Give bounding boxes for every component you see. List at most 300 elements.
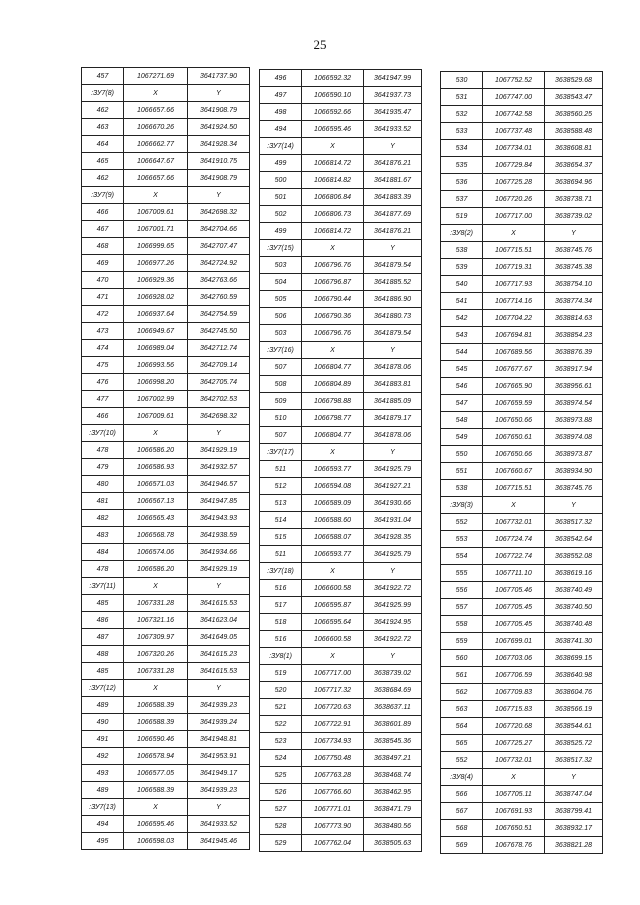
x-coordinate-cell: 1067773.90 bbox=[302, 818, 364, 835]
y-coordinate-cell: 3641935.47 bbox=[364, 104, 422, 121]
x-coordinate-cell: 1067747.00 bbox=[483, 89, 545, 106]
point-number-cell: 517 bbox=[260, 597, 302, 614]
point-number-cell: 495 bbox=[82, 833, 124, 850]
point-number-cell: 526 bbox=[260, 784, 302, 801]
table-row bbox=[82, 833, 250, 850]
table-row bbox=[82, 340, 250, 357]
x-coordinate-cell: 1066790.36 bbox=[302, 308, 364, 325]
y-coordinate-cell: 3638608.81 bbox=[545, 140, 603, 157]
table-row bbox=[441, 820, 603, 837]
x-coordinate-cell: 1067309.97 bbox=[124, 629, 188, 646]
parcel-id-cell: :ЗУ7(13) bbox=[82, 799, 124, 816]
point-number-cell: 523 bbox=[260, 733, 302, 750]
y-coordinate-cell: 3641949.17 bbox=[188, 765, 250, 782]
x-coordinate-cell: 1067752.52 bbox=[483, 72, 545, 89]
y-coordinate-cell: 3641908.79 bbox=[188, 170, 250, 187]
y-header-cell: Y bbox=[364, 138, 422, 155]
y-coordinate-cell: 3641953.91 bbox=[188, 748, 250, 765]
x-coordinate-cell: 1066595.46 bbox=[124, 816, 188, 833]
section-header-row bbox=[82, 187, 250, 204]
x-coordinate-cell: 1067734.93 bbox=[302, 733, 364, 750]
point-number-cell: 539 bbox=[441, 259, 483, 276]
table-row bbox=[82, 527, 250, 544]
table-row bbox=[441, 89, 603, 106]
y-coordinate-cell: 3638973.88 bbox=[545, 412, 603, 429]
x-coordinate-cell: 1066586.20 bbox=[124, 442, 188, 459]
point-number-cell: 543 bbox=[441, 327, 483, 344]
x-coordinate-cell: 1067271.69 bbox=[124, 68, 188, 85]
table-row bbox=[260, 767, 422, 784]
x-coordinate-cell: 1067719.31 bbox=[483, 259, 545, 276]
x-coordinate-cell: 1066989.04 bbox=[124, 340, 188, 357]
table-row bbox=[441, 157, 603, 174]
y-coordinate-cell: 3641947.99 bbox=[364, 70, 422, 87]
x-coordinate-cell: 1067725.28 bbox=[483, 174, 545, 191]
point-number-cell: 493 bbox=[82, 765, 124, 782]
y-coordinate-cell: 3638468.74 bbox=[364, 767, 422, 784]
x-coordinate-cell: 1066949.67 bbox=[124, 323, 188, 340]
table-row bbox=[441, 259, 603, 276]
y-coordinate-cell: 3641929.19 bbox=[188, 442, 250, 459]
x-coordinate-cell: 1067724.74 bbox=[483, 531, 545, 548]
y-coordinate-cell: 3638854.23 bbox=[545, 327, 603, 344]
y-coordinate-cell: 3641939.23 bbox=[188, 782, 250, 799]
table-row bbox=[260, 495, 422, 512]
x-coordinate-cell: 1066814.72 bbox=[302, 155, 364, 172]
y-coordinate-cell: 3642704.66 bbox=[188, 221, 250, 238]
point-number-cell: 471 bbox=[82, 289, 124, 306]
point-number-cell: 555 bbox=[441, 565, 483, 582]
y-coordinate-cell: 3641879.54 bbox=[364, 325, 422, 342]
table-row bbox=[260, 665, 422, 682]
point-number-cell: 510 bbox=[260, 410, 302, 427]
x-coordinate-cell: 1067732.01 bbox=[483, 752, 545, 769]
table-row bbox=[260, 818, 422, 835]
x-header-cell: X bbox=[124, 799, 188, 816]
y-coordinate-cell: 3638974.54 bbox=[545, 395, 603, 412]
section-header-row bbox=[260, 648, 422, 665]
x-header-cell: X bbox=[483, 497, 545, 514]
point-number-cell: 519 bbox=[441, 208, 483, 225]
point-number-cell: 506 bbox=[260, 308, 302, 325]
table-row bbox=[260, 699, 422, 716]
x-coordinate-cell: 1067009.61 bbox=[124, 408, 188, 425]
x-header-cell: X bbox=[483, 769, 545, 786]
point-number-cell: 540 bbox=[441, 276, 483, 293]
y-coordinate-cell: 3638529.68 bbox=[545, 72, 603, 89]
point-number-cell: 491 bbox=[82, 731, 124, 748]
parcel-id-cell: :ЗУ7(8) bbox=[82, 85, 124, 102]
table-row bbox=[260, 121, 422, 138]
point-number-cell: 513 bbox=[260, 495, 302, 512]
x-coordinate-cell: 1066798.88 bbox=[302, 393, 364, 410]
x-coordinate-cell: 1067650.61 bbox=[483, 429, 545, 446]
y-header-cell: Y bbox=[545, 769, 603, 786]
table-row bbox=[441, 480, 603, 497]
point-number-cell: 537 bbox=[441, 191, 483, 208]
point-number-cell: 486 bbox=[82, 612, 124, 629]
y-coordinate-cell: 3641922.72 bbox=[364, 580, 422, 597]
x-header-cell: X bbox=[302, 563, 364, 580]
x-coordinate-cell: 1066937.64 bbox=[124, 306, 188, 323]
x-coordinate-cell: 1066796.76 bbox=[302, 325, 364, 342]
y-coordinate-cell: 3638917.94 bbox=[545, 361, 603, 378]
x-coordinate-cell: 1067660.67 bbox=[483, 463, 545, 480]
y-coordinate-cell: 3642702.53 bbox=[188, 391, 250, 408]
parcel-id-cell: :ЗУ8(3) bbox=[441, 497, 483, 514]
x-coordinate-cell: 1067650.66 bbox=[483, 412, 545, 429]
point-number-cell: 496 bbox=[260, 70, 302, 87]
table-row bbox=[82, 408, 250, 425]
y-coordinate-cell: 3641877.69 bbox=[364, 206, 422, 223]
y-header-cell: Y bbox=[364, 240, 422, 257]
table-row bbox=[82, 221, 250, 238]
x-coordinate-cell: 1067742.58 bbox=[483, 106, 545, 123]
x-coordinate-cell: 1067699.01 bbox=[483, 633, 545, 650]
y-coordinate-cell: 3642712.74 bbox=[188, 340, 250, 357]
table-row bbox=[441, 803, 603, 820]
x-coordinate-cell: 1067331.28 bbox=[124, 595, 188, 612]
x-coordinate-cell: 1066590.46 bbox=[124, 731, 188, 748]
table-row bbox=[82, 816, 250, 833]
y-coordinate-cell: 3641623.04 bbox=[188, 612, 250, 629]
x-coordinate-cell: 1067711.10 bbox=[483, 565, 545, 582]
y-header-cell: Y bbox=[188, 578, 250, 595]
point-number-cell: 501 bbox=[260, 189, 302, 206]
table-row bbox=[260, 410, 422, 427]
y-coordinate-cell: 3638754.10 bbox=[545, 276, 603, 293]
x-coordinate-cell: 1066568.78 bbox=[124, 527, 188, 544]
table-row bbox=[260, 206, 422, 223]
x-coordinate-cell: 1066593.77 bbox=[302, 546, 364, 563]
x-coordinate-cell: 1067001.71 bbox=[124, 221, 188, 238]
y-header-cell: Y bbox=[188, 425, 250, 442]
point-number-cell: 552 bbox=[441, 752, 483, 769]
y-coordinate-cell: 3641945.46 bbox=[188, 833, 250, 850]
section-header-row bbox=[82, 425, 250, 442]
parcel-id-cell: :ЗУ7(16) bbox=[260, 342, 302, 359]
point-number-cell: 533 bbox=[441, 123, 483, 140]
x-coordinate-cell: 1066814.82 bbox=[302, 172, 364, 189]
point-number-cell: 558 bbox=[441, 616, 483, 633]
point-number-cell: 551 bbox=[441, 463, 483, 480]
point-number-cell: 503 bbox=[260, 257, 302, 274]
point-number-cell: 565 bbox=[441, 735, 483, 752]
y-coordinate-cell: 3638544.61 bbox=[545, 718, 603, 735]
y-coordinate-cell: 3638471.79 bbox=[364, 801, 422, 818]
table-row bbox=[260, 580, 422, 597]
table-row bbox=[260, 257, 422, 274]
point-number-cell: 525 bbox=[260, 767, 302, 784]
point-number-cell: 498 bbox=[260, 104, 302, 121]
table-row bbox=[260, 427, 422, 444]
x-coordinate-cell: 1066592.66 bbox=[302, 104, 364, 121]
parcel-id-cell: :ЗУ8(2) bbox=[441, 225, 483, 242]
table-row bbox=[260, 104, 422, 121]
y-coordinate-cell: 3638684.69 bbox=[364, 682, 422, 699]
point-number-cell: 557 bbox=[441, 599, 483, 616]
table-row bbox=[82, 697, 250, 714]
table-row bbox=[441, 361, 603, 378]
point-number-cell: 538 bbox=[441, 480, 483, 497]
point-number-cell: 504 bbox=[260, 274, 302, 291]
table-row bbox=[82, 374, 250, 391]
parcel-id-cell: :ЗУ7(15) bbox=[260, 240, 302, 257]
point-number-cell: 566 bbox=[441, 786, 483, 803]
x-coordinate-cell: 1066998.20 bbox=[124, 374, 188, 391]
x-coordinate-cell: 1067677.67 bbox=[483, 361, 545, 378]
x-coordinate-cell: 1067705.11 bbox=[483, 786, 545, 803]
x-header-cell: X bbox=[124, 578, 188, 595]
point-number-cell: 519 bbox=[260, 665, 302, 682]
y-coordinate-cell: 3641948.81 bbox=[188, 731, 250, 748]
table-row bbox=[260, 223, 422, 240]
point-number-cell: 568 bbox=[441, 820, 483, 837]
point-number-cell: 529 bbox=[260, 835, 302, 852]
table-row bbox=[82, 459, 250, 476]
y-coordinate-cell: 3638974.08 bbox=[545, 429, 603, 446]
y-coordinate-cell: 3641928.35 bbox=[364, 529, 422, 546]
table-row bbox=[441, 752, 603, 769]
y-coordinate-cell: 3641938.59 bbox=[188, 527, 250, 544]
y-coordinate-cell: 3641934.66 bbox=[188, 544, 250, 561]
point-number-cell: 485 bbox=[82, 595, 124, 612]
table-row bbox=[82, 289, 250, 306]
y-coordinate-cell: 3641925.79 bbox=[364, 461, 422, 478]
x-coordinate-cell: 1066600.58 bbox=[302, 580, 364, 597]
point-number-cell: 465 bbox=[82, 153, 124, 170]
x-coordinate-cell: 1066796.87 bbox=[302, 274, 364, 291]
y-coordinate-cell: 3642745.50 bbox=[188, 323, 250, 340]
point-number-cell: 470 bbox=[82, 272, 124, 289]
y-coordinate-cell: 3641908.79 bbox=[188, 102, 250, 119]
x-header-cell: X bbox=[302, 444, 364, 461]
point-number-cell: 514 bbox=[260, 512, 302, 529]
table-row bbox=[260, 359, 422, 376]
coordinates-table-right bbox=[440, 71, 603, 854]
x-coordinate-cell: 1066588.60 bbox=[302, 512, 364, 529]
table-row bbox=[82, 323, 250, 340]
y-coordinate-cell: 3641649.05 bbox=[188, 629, 250, 646]
y-coordinate-cell: 3641737.90 bbox=[188, 68, 250, 85]
y-coordinate-cell: 3638799.41 bbox=[545, 803, 603, 820]
x-coordinate-cell: 1067650.66 bbox=[483, 446, 545, 463]
x-coordinate-cell: 1067715.51 bbox=[483, 242, 545, 259]
table-row bbox=[441, 123, 603, 140]
y-coordinate-cell: 3641879.54 bbox=[364, 257, 422, 274]
x-coordinate-cell: 1066798.77 bbox=[302, 410, 364, 427]
point-number-cell: 547 bbox=[441, 395, 483, 412]
point-number-cell: 527 bbox=[260, 801, 302, 818]
y-coordinate-cell: 3638745.76 bbox=[545, 242, 603, 259]
point-number-cell: 481 bbox=[82, 493, 124, 510]
table-row bbox=[441, 242, 603, 259]
point-number-cell: 476 bbox=[82, 374, 124, 391]
table-row bbox=[82, 493, 250, 510]
point-number-cell: 561 bbox=[441, 667, 483, 684]
point-number-cell: 511 bbox=[260, 461, 302, 478]
x-coordinate-cell: 1066595.87 bbox=[302, 597, 364, 614]
point-number-cell: 521 bbox=[260, 699, 302, 716]
point-number-cell: 466 bbox=[82, 204, 124, 221]
table-row bbox=[82, 102, 250, 119]
table-row bbox=[82, 646, 250, 663]
table-row bbox=[82, 765, 250, 782]
y-coordinate-cell: 3638640.98 bbox=[545, 667, 603, 684]
x-coordinate-cell: 1067722.91 bbox=[302, 716, 364, 733]
point-number-cell: 487 bbox=[82, 629, 124, 646]
y-coordinate-cell: 3641943.93 bbox=[188, 510, 250, 527]
point-number-cell: 535 bbox=[441, 157, 483, 174]
x-coordinate-cell: 1067703.06 bbox=[483, 650, 545, 667]
x-coordinate-cell: 1066657.66 bbox=[124, 102, 188, 119]
x-coordinate-cell: 1066806.73 bbox=[302, 206, 364, 223]
x-coordinate-cell: 1066647.67 bbox=[124, 153, 188, 170]
y-header-cell: Y bbox=[188, 187, 250, 204]
x-coordinate-cell: 1067709.83 bbox=[483, 684, 545, 701]
y-coordinate-cell: 3642763.66 bbox=[188, 272, 250, 289]
table-row bbox=[260, 801, 422, 818]
x-coordinate-cell: 1067705.45 bbox=[483, 616, 545, 633]
coordinates-table-left bbox=[81, 67, 250, 850]
x-coordinate-cell: 1067720.68 bbox=[483, 718, 545, 735]
table-row bbox=[441, 140, 603, 157]
y-coordinate-cell: 3641930.66 bbox=[364, 495, 422, 512]
parcel-id-cell: :ЗУ8(4) bbox=[441, 769, 483, 786]
table-row bbox=[260, 546, 422, 563]
y-coordinate-cell: 3641880.73 bbox=[364, 308, 422, 325]
y-coordinate-cell: 3641615.23 bbox=[188, 646, 250, 663]
y-coordinate-cell: 3638740.48 bbox=[545, 616, 603, 633]
point-number-cell: 511 bbox=[260, 546, 302, 563]
y-coordinate-cell: 3641924.50 bbox=[188, 119, 250, 136]
point-number-cell: 473 bbox=[82, 323, 124, 340]
table-row bbox=[260, 87, 422, 104]
table-row bbox=[82, 238, 250, 255]
x-coordinate-cell: 1067678.76 bbox=[483, 837, 545, 854]
table-row bbox=[441, 837, 603, 854]
point-number-cell: 515 bbox=[260, 529, 302, 546]
x-header-cell: X bbox=[302, 138, 364, 155]
table-row bbox=[82, 204, 250, 221]
point-number-cell: 507 bbox=[260, 359, 302, 376]
x-coordinate-cell: 1067320.26 bbox=[124, 646, 188, 663]
y-header-cell: Y bbox=[545, 497, 603, 514]
y-coordinate-cell: 3638505.63 bbox=[364, 835, 422, 852]
y-coordinate-cell: 3641933.52 bbox=[364, 121, 422, 138]
table-row bbox=[82, 119, 250, 136]
y-coordinate-cell: 3642705.74 bbox=[188, 374, 250, 391]
point-number-cell: 494 bbox=[260, 121, 302, 138]
point-number-cell: 469 bbox=[82, 255, 124, 272]
point-number-cell: 478 bbox=[82, 561, 124, 578]
table-row bbox=[441, 684, 603, 701]
point-number-cell: 549 bbox=[441, 429, 483, 446]
page-number: 25 bbox=[313, 37, 327, 52]
point-number-cell: 479 bbox=[82, 459, 124, 476]
section-header-row bbox=[260, 444, 422, 461]
y-coordinate-cell: 3638934.90 bbox=[545, 463, 603, 480]
x-coordinate-cell: 1067750.48 bbox=[302, 750, 364, 767]
x-coordinate-cell: 1067717.00 bbox=[302, 665, 364, 682]
x-coordinate-cell: 1067650.51 bbox=[483, 820, 545, 837]
x-coordinate-cell: 1067732.01 bbox=[483, 514, 545, 531]
table-row bbox=[260, 733, 422, 750]
point-number-cell: 474 bbox=[82, 340, 124, 357]
table-row bbox=[441, 344, 603, 361]
y-coordinate-cell: 3641879.17 bbox=[364, 410, 422, 427]
x-coordinate-cell: 1067729.84 bbox=[483, 157, 545, 174]
y-header-cell: Y bbox=[364, 563, 422, 580]
table-row bbox=[441, 72, 603, 89]
table-row bbox=[260, 393, 422, 410]
x-coordinate-cell: 1066577.05 bbox=[124, 765, 188, 782]
x-header-cell: X bbox=[124, 85, 188, 102]
y-coordinate-cell: 3638745.38 bbox=[545, 259, 603, 276]
y-coordinate-cell: 3638821.28 bbox=[545, 837, 603, 854]
parcel-id-cell: :ЗУ7(9) bbox=[82, 187, 124, 204]
x-coordinate-cell: 1066590.10 bbox=[302, 87, 364, 104]
point-number-cell: 509 bbox=[260, 393, 302, 410]
y-header-cell: Y bbox=[188, 85, 250, 102]
section-header-row bbox=[260, 342, 422, 359]
point-number-cell: 463 bbox=[82, 119, 124, 136]
coordinates-table-middle bbox=[259, 69, 422, 852]
section-header-row bbox=[260, 563, 422, 580]
point-number-cell: 518 bbox=[260, 614, 302, 631]
x-coordinate-cell: 1067762.04 bbox=[302, 835, 364, 852]
table-row bbox=[82, 782, 250, 799]
table-row bbox=[260, 835, 422, 852]
table-row bbox=[260, 461, 422, 478]
x-coordinate-cell: 1067321.16 bbox=[124, 612, 188, 629]
x-header-cell: X bbox=[124, 187, 188, 204]
x-coordinate-cell: 1067705.46 bbox=[483, 582, 545, 599]
table-row bbox=[82, 391, 250, 408]
point-number-cell: 534 bbox=[441, 140, 483, 157]
point-number-cell: 538 bbox=[441, 242, 483, 259]
parcel-id-cell: :ЗУ7(10) bbox=[82, 425, 124, 442]
x-coordinate-cell: 1066662.77 bbox=[124, 136, 188, 153]
point-number-cell: 544 bbox=[441, 344, 483, 361]
x-coordinate-cell: 1066977.26 bbox=[124, 255, 188, 272]
point-number-cell: 467 bbox=[82, 221, 124, 238]
x-coordinate-cell: 1066928.02 bbox=[124, 289, 188, 306]
x-coordinate-cell: 1067771.01 bbox=[302, 801, 364, 818]
table-row bbox=[441, 565, 603, 582]
y-coordinate-cell: 3641927.21 bbox=[364, 478, 422, 495]
table-row bbox=[441, 463, 603, 480]
y-coordinate-cell: 3642760.59 bbox=[188, 289, 250, 306]
x-coordinate-cell: 1067689.56 bbox=[483, 344, 545, 361]
x-coordinate-cell: 1067694.81 bbox=[483, 327, 545, 344]
x-coordinate-cell: 1066999.65 bbox=[124, 238, 188, 255]
point-number-cell: 464 bbox=[82, 136, 124, 153]
x-coordinate-cell: 1066796.76 bbox=[302, 257, 364, 274]
y-coordinate-cell: 3641883.39 bbox=[364, 189, 422, 206]
x-coordinate-cell: 1066670.26 bbox=[124, 119, 188, 136]
point-number-cell: 497 bbox=[260, 87, 302, 104]
x-coordinate-cell: 1066804.77 bbox=[302, 427, 364, 444]
y-coordinate-cell: 3641881.67 bbox=[364, 172, 422, 189]
x-coordinate-cell: 1066565.43 bbox=[124, 510, 188, 527]
table-row bbox=[260, 614, 422, 631]
x-coordinate-cell: 1066592.32 bbox=[302, 70, 364, 87]
y-header-cell: Y bbox=[364, 444, 422, 461]
x-coordinate-cell: 1066790.44 bbox=[302, 291, 364, 308]
table-row bbox=[260, 750, 422, 767]
section-header-row bbox=[260, 138, 422, 155]
